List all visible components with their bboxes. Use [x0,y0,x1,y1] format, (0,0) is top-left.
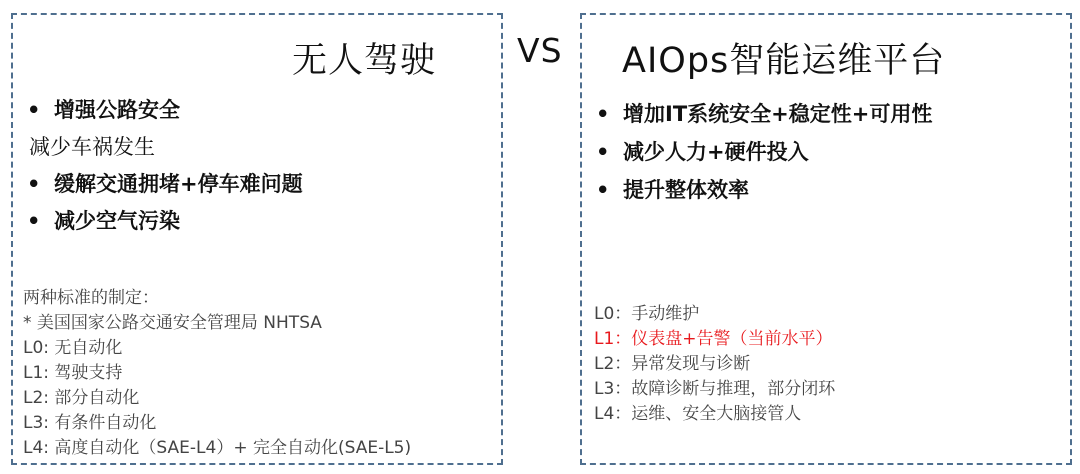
level-item: L2: 部分自动化 [23,388,140,408]
benefit-text: 增加IT系统安全+稳定性+可用性 [623,102,933,126]
benefit-text: 减少车祸发生 [29,135,155,159]
level-item: L0: 无自动化 [23,338,123,358]
bullet-icon: • [596,178,610,202]
benefit-item [596,95,932,133]
level-item: L2：异常发现与诊断 [594,354,751,374]
level-item: L4：运维、安全大脑接管人 [594,404,802,424]
standards-heading: 两种标准的制定： [23,288,159,308]
vs-label: VS [517,31,563,70]
benefit-item [27,92,303,129]
bullet-icon: • [27,209,41,233]
aiops-levels-list [594,302,835,427]
aiops-title: AIOps智能运维平台 [622,41,946,81]
autonomous-driving-panel [11,13,503,465]
autonomous-driving-title: 无人驾驶 [292,41,437,81]
bullet-icon: • [27,98,41,122]
benefit-item [27,166,303,203]
level-item: L0：手动维护 [594,304,700,324]
autonomous-driving-benefits [27,92,303,240]
level-item: L4: 高度自动化（SAE-L4）+ 完全自动化(SAE-L5) [23,438,412,458]
autonomy-levels-list [23,286,411,461]
benefit-text: 减少空气污染 [54,209,180,233]
level-item: L3：故障诊断与推理，部分闭环 [594,379,836,399]
level-item: L1: 驾驶支持 [23,363,123,383]
benefit-item [27,203,303,240]
bullet-icon: • [596,102,610,126]
benefit-text: 提升整体效率 [623,178,749,202]
benefit-item [596,171,932,209]
standards-source: * 美国国家公路交通安全管理局 NHTSA [23,313,322,333]
current-level-item: L1：仪表盘+告警（当前水平） [594,329,833,349]
benefit-item [27,129,303,166]
aiops-benefits [596,95,932,209]
bullet-icon: • [27,172,41,196]
aiops-panel [580,13,1072,465]
benefit-item [596,133,932,171]
benefit-text: 增强公路安全 [54,98,180,122]
level-item: L3: 有条件自动化 [23,413,157,433]
benefit-text: 缓解交通拥堵+停车难问题 [54,172,303,196]
benefit-text: 减少人力+硬件投入 [623,140,809,164]
bullet-icon: • [596,140,610,164]
